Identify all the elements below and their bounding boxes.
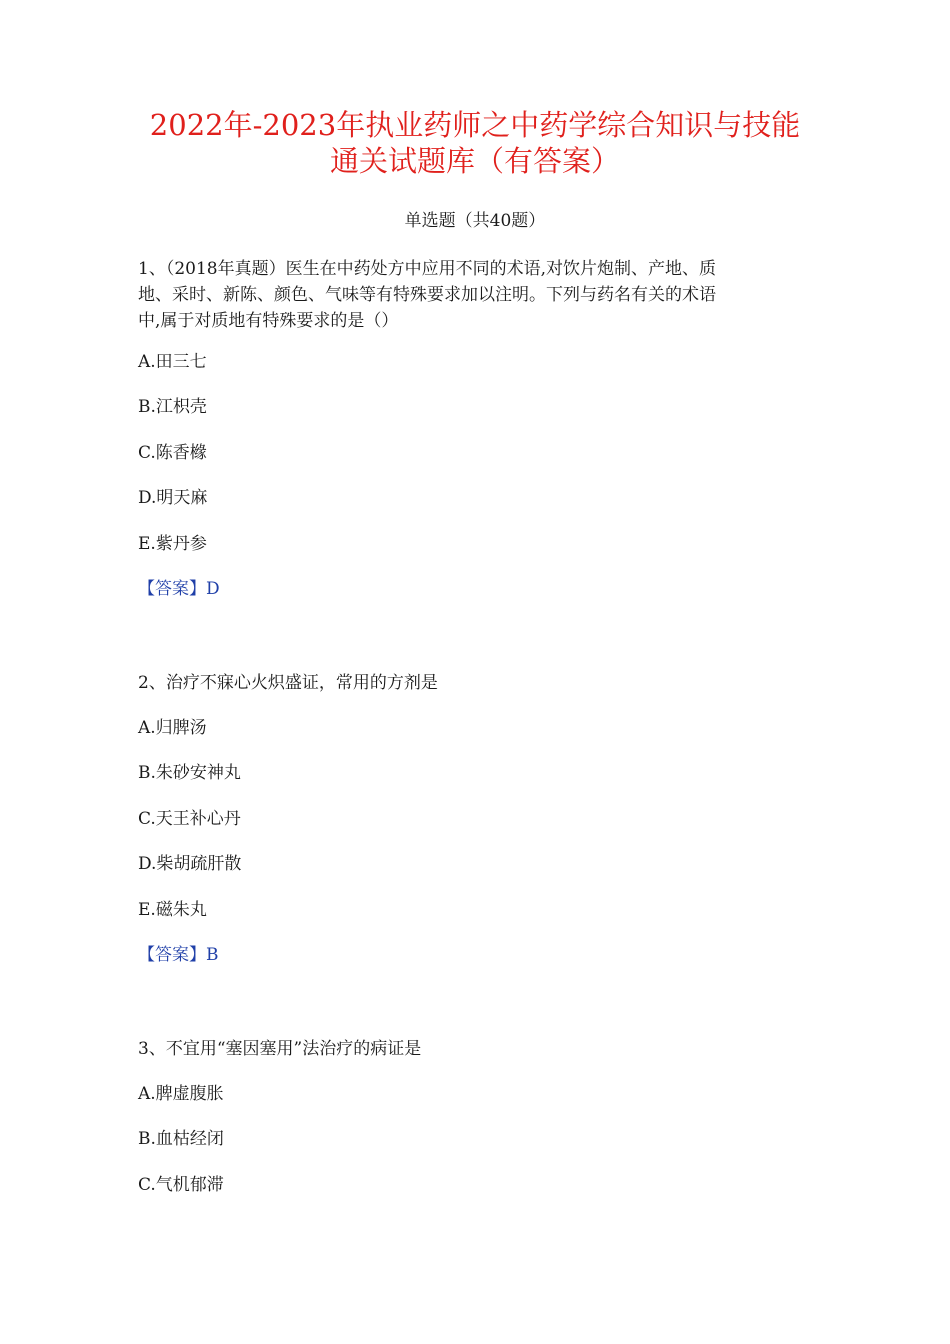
document-title-line-1: 2022年-2023年执业药师之中药学综合知识与技能 bbox=[149, 108, 801, 142]
question-1-answer: 【答案】D bbox=[138, 579, 220, 599]
question-2-option-a: A.归脾汤 bbox=[138, 718, 207, 738]
question-1-option-d: D.明天麻 bbox=[138, 488, 208, 508]
question-1-option-a: A.田三七 bbox=[138, 352, 207, 372]
document-title-line-2: 通关试题库（有答案） bbox=[329, 144, 620, 178]
question-3-option-a: A.脾虚腹胀 bbox=[138, 1084, 224, 1104]
question-2-option-b: B.朱砂安神丸 bbox=[138, 763, 241, 783]
question-3-stem-line-1: 3、不宜用“塞因塞用”法治疗的病证是 bbox=[138, 1039, 422, 1059]
question-1-stem-line-2: 地、采时、新陈、颜色、气味等有特殊要求加以注明。下列与药名有关的术语 bbox=[138, 285, 716, 305]
question-2-stem-line-1: 2、治疗不寐心火炽盛证，常用的方剂是 bbox=[138, 673, 438, 693]
question-1-stem-line-3: 中,属于对质地有特殊要求的是（） bbox=[138, 311, 399, 331]
question-2-answer: 【答案】B bbox=[138, 945, 219, 965]
question-1-option-c: C.陈香橼 bbox=[138, 443, 207, 463]
section-heading: 单选题（共40题） bbox=[404, 211, 546, 231]
question-3-option-b: B.血枯经闭 bbox=[138, 1129, 224, 1149]
question-2-option-d: D.柴胡疏肝散 bbox=[138, 854, 242, 874]
question-2-option-e: E.磁朱丸 bbox=[138, 900, 207, 920]
question-1-stem-line-1: 1、（2018年真题）医生在中药处方中应用不同的术语,对饮片炮制、产地、质 bbox=[138, 259, 716, 279]
question-1-option-e: E.紫丹参 bbox=[138, 534, 207, 554]
question-2-option-c: C.天王补心丹 bbox=[138, 809, 241, 829]
question-1-option-b: B.江枳壳 bbox=[138, 397, 207, 417]
question-3-option-c: C.气机郁滞 bbox=[138, 1175, 224, 1195]
